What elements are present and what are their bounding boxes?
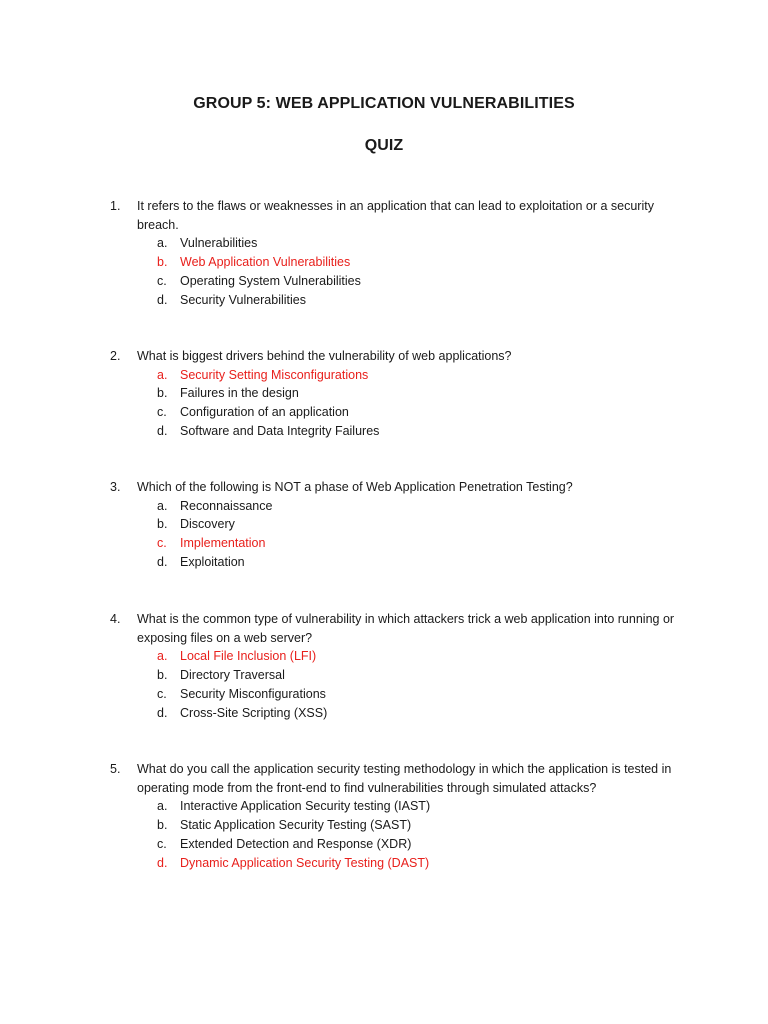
answer-option xyxy=(157,291,680,310)
option-text: Operating System Vulnerabilities xyxy=(180,273,361,288)
option-letter: c. xyxy=(157,405,167,420)
answer-option xyxy=(157,835,680,854)
option-text: Web Application Vulnerabilities xyxy=(180,255,351,270)
option-text: Implementation xyxy=(180,536,266,551)
question-number: 1. xyxy=(110,199,121,213)
option-letter: d. xyxy=(157,705,168,720)
option-text: Reconnaissance xyxy=(180,498,273,513)
answer-options xyxy=(110,234,680,309)
answer-option xyxy=(157,647,680,666)
question-number: 2. xyxy=(110,349,121,363)
option-text: Extended Detection and Response (XDR) xyxy=(180,836,412,851)
answer-options xyxy=(110,366,680,441)
question-text: Which of the following is NOT a phase of Web Application Penetration Testing? xyxy=(137,480,573,494)
answer-option xyxy=(157,234,680,253)
option-letter: c. xyxy=(157,686,167,701)
answer-option xyxy=(157,384,680,403)
answer-option xyxy=(157,685,680,704)
question-4 xyxy=(110,610,680,722)
option-letter: d. xyxy=(157,292,168,307)
answer-option xyxy=(157,272,680,291)
question-row xyxy=(110,760,680,797)
question-row xyxy=(110,478,680,497)
option-letter: b. xyxy=(157,517,168,532)
option-letter: a. xyxy=(157,799,168,814)
answer-options xyxy=(110,497,680,572)
answer-option xyxy=(157,666,680,685)
option-text: Static Application Security Testing (SAST) xyxy=(180,818,412,833)
option-letter: c. xyxy=(157,836,167,851)
answer-option xyxy=(157,534,680,553)
option-letter: d. xyxy=(157,855,168,870)
question-row xyxy=(110,197,680,234)
option-text: Security Misconfigurations xyxy=(180,686,326,701)
answer-options xyxy=(110,797,680,872)
question-number: 5. xyxy=(110,762,121,776)
option-text: Interactive Application Security testing (IAST) xyxy=(180,799,431,814)
question-2 xyxy=(110,347,680,441)
option-letter: b. xyxy=(157,818,168,833)
answer-option xyxy=(157,366,680,385)
option-text: Configuration of an application xyxy=(180,405,349,420)
question-3 xyxy=(110,478,680,572)
option-letter: c. xyxy=(157,536,167,551)
answer-option xyxy=(157,253,680,272)
answer-option xyxy=(157,497,680,516)
option-letter: c. xyxy=(157,273,167,288)
question-1 xyxy=(110,197,680,309)
option-text: Failures in the design xyxy=(180,386,299,401)
option-text: Software and Data Integrity Failures xyxy=(180,423,380,438)
answer-option xyxy=(157,854,680,873)
option-text: Discovery xyxy=(180,517,235,532)
option-letter: a. xyxy=(157,649,168,664)
option-letter: b. xyxy=(157,386,168,401)
option-letter: a. xyxy=(157,236,168,251)
option-text: Security Setting Misconfigurations xyxy=(180,367,369,382)
question-row xyxy=(110,347,680,366)
option-letter: d. xyxy=(157,423,168,438)
option-text: Cross-Site Scripting (XSS) xyxy=(180,705,328,720)
question-5 xyxy=(110,760,680,872)
answer-option xyxy=(157,704,680,723)
option-letter: a. xyxy=(157,498,168,513)
answer-option xyxy=(157,797,680,816)
question-number: 4. xyxy=(110,612,121,626)
option-letter: d. xyxy=(157,554,168,569)
answer-option xyxy=(157,422,680,441)
answer-option xyxy=(157,403,680,422)
question-text: What do you call the application security testing methodology in which the application is tested in operating mode from the front-end to find vulnerabilities through simulated attacks? xyxy=(137,762,672,795)
question-number: 3. xyxy=(110,480,121,494)
question-text: What is biggest drivers behind the vulnerability of web applications? xyxy=(137,349,512,363)
question-row xyxy=(110,610,680,647)
answer-options xyxy=(110,647,680,722)
option-text: Exploitation xyxy=(180,554,245,569)
answer-option xyxy=(157,515,680,534)
option-text: Local File Inclusion (LFI) xyxy=(180,649,317,664)
answer-option xyxy=(157,553,680,572)
option-letter: b. xyxy=(157,255,168,270)
option-letter: b. xyxy=(157,668,168,683)
option-text: Directory Traversal xyxy=(180,668,285,683)
page-subtitle: QUIZ xyxy=(364,137,404,154)
option-text: Dynamic Application Security Testing (DAST) xyxy=(180,855,430,870)
question-text: It refers to the flaws or weaknesses in an application that can lead to exploitation or a security breach. xyxy=(137,199,654,232)
question-text: What is the common type of vulnerability in which attackers trick a web application into running or exposing files on a web server? xyxy=(137,612,675,645)
option-letter: a. xyxy=(157,367,168,382)
answer-option xyxy=(157,816,680,835)
page-title: GROUP 5: WEB APPLICATION VULNERABILITIES xyxy=(193,95,575,112)
option-text: Vulnerabilities xyxy=(180,236,258,251)
option-text: Security Vulnerabilities xyxy=(180,292,306,307)
